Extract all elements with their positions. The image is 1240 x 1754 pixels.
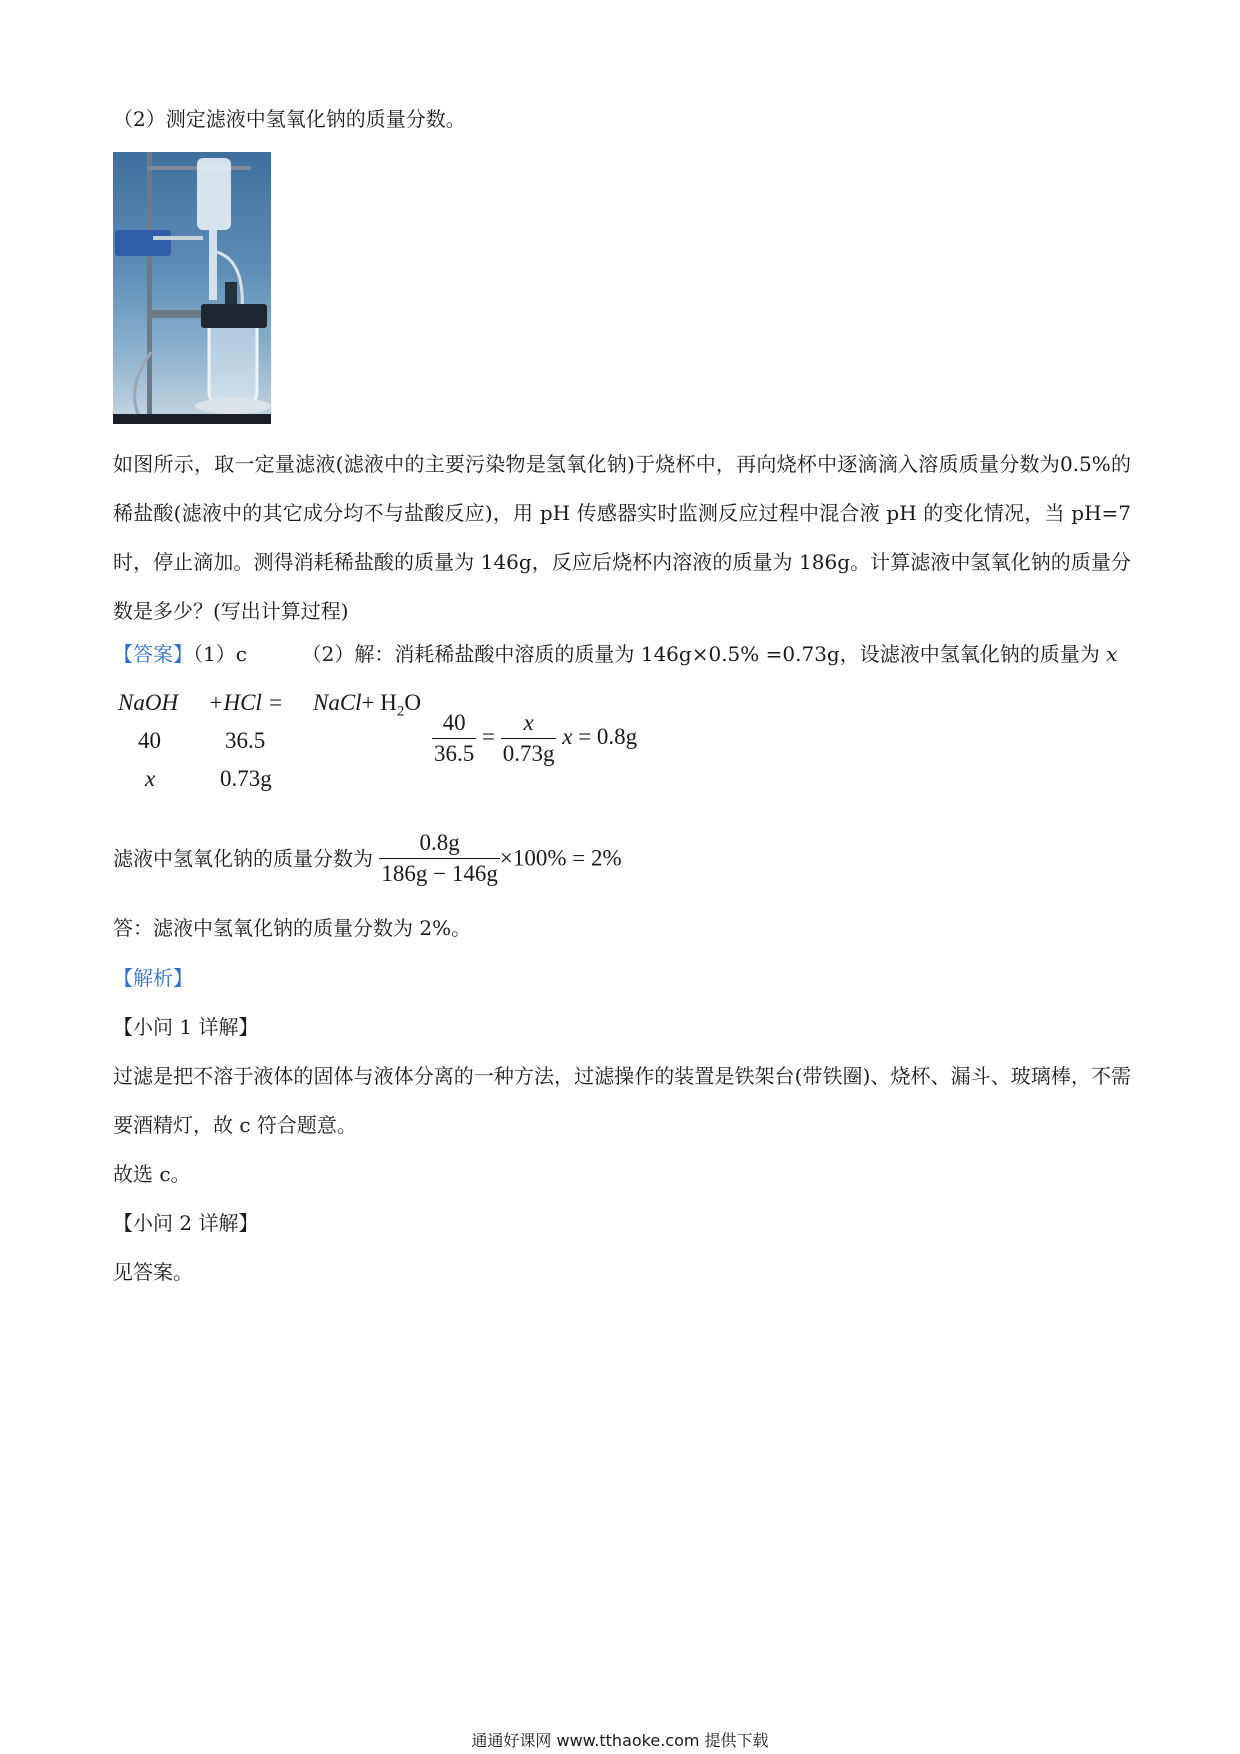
eq-var-x: x — [145, 766, 156, 791]
answer-part2: （2）解：消耗稀盐酸中溶质的质量为 146g×0.5% =0.73g，设滤液中氢氧化钠的质量为 — [301, 642, 1100, 666]
eq-h2o-o: O — [404, 690, 422, 715]
analysis-tag: 【解析】 — [113, 966, 193, 990]
eq-mass-hcl: 0.73g — [220, 766, 272, 791]
mass-fraction-fraction — [379, 828, 499, 889]
eq-nacl: NaCl — [313, 690, 362, 715]
ratio-right-fraction — [501, 708, 557, 769]
ratio-equation — [432, 708, 637, 769]
solution-var: x — [562, 723, 573, 749]
question-title: （2）测定滤液中氢氧化钠的质量分数。 — [113, 107, 466, 131]
mass-fraction-denominator: 186g − 146g — [381, 861, 498, 886]
mass-fraction-suffix: ×100% = 2% — [499, 845, 622, 871]
sub1-body: 过滤是把不溶于液体的固体与液体分离的一种方法，过滤操作的装置是铁架台(带铁圈)、烧杯、漏斗、玻璃棒，不需要酒精灯，故 c 符合题意。 — [113, 1064, 1131, 1137]
mass-fraction-line — [113, 828, 622, 889]
sub1-choice: 故选 c。 — [113, 1162, 191, 1186]
sub2-body: 见答案。 — [113, 1260, 193, 1284]
eq-plus-h2o: + H — [361, 690, 397, 715]
page-footer: 通通好课网 www.tthaoke.com 提供下载 — [471, 1731, 769, 1750]
conclusion: 答：滤液中氢氧化钠的质量分数为 2%。 — [113, 916, 472, 940]
eq-h2o-subscript: 2 — [396, 703, 405, 720]
sub1-heading: 【小问 1 详解】 — [113, 1015, 259, 1039]
question-body: 如图所示，取一定量滤液(滤液中的主要污染物是氢氧化钠)于烧杯中，再向烧杯中逐滴滴入溶质质量分数为0.5%的稀盐酸(滤液中的其它成分均不与盐酸反应)，用 pH 传感器实时监测反应过程中混合液 pH 的变化情况，当 pH=7 时，停止滴加。测得消耗稀盐酸的质量为 146g，反应后烧杯内溶液的质量为 186g。计算滤液中氢氧化钠的质量分数是多少？(写出计算过程) — [113, 452, 1131, 623]
ratio-left-numerator: 40 — [432, 708, 476, 739]
sub2-heading: 【小问 2 详解】 — [113, 1211, 259, 1235]
ratio-right-denominator: 0.73g — [502, 741, 555, 766]
ratio-right-numerator: x — [501, 708, 557, 739]
apparatus-illustration — [113, 152, 271, 424]
answer-part1: （1）c — [193, 642, 247, 666]
ratio-equals: = — [482, 723, 495, 749]
ratio-left-denominator: 36.5 — [434, 741, 475, 766]
titration-apparatus-photo — [113, 152, 271, 424]
answer-line — [113, 640, 1117, 668]
eq-plus-hcl: +HCl = — [208, 690, 284, 715]
eq-products — [313, 690, 421, 721]
eq-mr-naoh: 40 — [138, 728, 161, 753]
answer-part2-var: x — [1106, 642, 1118, 666]
solution-value: = 0.8g — [572, 723, 638, 749]
mass-fraction-numerator: 0.8g — [379, 828, 499, 859]
ratio-left-fraction — [432, 708, 476, 769]
answer-tag: 【答案】 — [113, 642, 193, 666]
eq-mr-hcl: 36.5 — [225, 728, 266, 753]
eq-naoh: NaOH — [118, 690, 179, 715]
mass-fraction-prefix: 滤液中氢氧化钠的质量分数为 — [113, 846, 373, 871]
